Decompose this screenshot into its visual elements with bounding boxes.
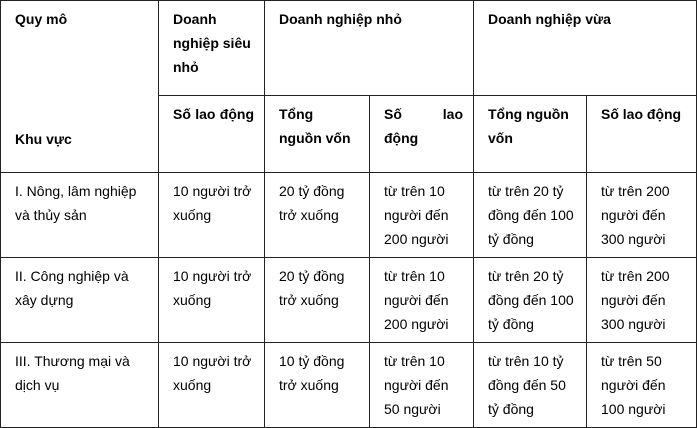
cell-vua-nguon-von: từ trên 20 tỷ đồng đến 100 tỷ đồng — [474, 258, 587, 343]
cell-vua-nguon-von: từ trên 10 tỷ đồng đến 50 tỷ đồng — [474, 343, 587, 428]
cell-khu-vuc: I. Nông, lâm nghiệp và thủy sản — [1, 173, 159, 258]
cell-nho-lao-dong: từ trên 10 người đến 200 người — [370, 173, 474, 258]
cell-vua-lao-dong: từ trên 200 người đến 300 người — [587, 258, 697, 343]
subheader-nho-lao-dong — [370, 96, 474, 173]
header-vua: Doanh nghiệp vừa — [474, 1, 697, 96]
subheader-nho-lao-dong-text: Số lao động — [384, 106, 463, 146]
table-row — [1, 173, 697, 258]
cell-vua-lao-dong: từ trên 50 người đến 100 người — [587, 343, 697, 428]
subheader-vua-nguon-von: Tổng nguồn vốn — [474, 96, 587, 173]
cell-sieu-nho-lao-dong: 10 người trở xuống — [159, 258, 265, 343]
cell-nho-nguon-von: 20 tỷ đồng trở xuống — [265, 173, 370, 258]
subheader-sieu-nho-lao-dong-text: Số lao động — [173, 106, 254, 122]
cell-sieu-nho-lao-dong: 10 người trở xuống — [159, 173, 265, 258]
cell-nho-nguon-von: 20 tỷ đồng trở xuống — [265, 258, 370, 343]
table-row — [1, 258, 697, 343]
header-khu-vuc: Khu vực — [15, 131, 72, 147]
cell-sieu-nho-lao-dong: 10 người trở xuống — [159, 343, 265, 428]
cell-nho-lao-dong: từ trên 10 người đến 200 người — [370, 258, 474, 343]
cell-nho-lao-dong: từ trên 10 người đến 50 người — [370, 343, 474, 428]
subheader-sieu-nho-lao-dong — [159, 96, 265, 173]
header-nho: Doanh nghiệp nhỏ — [265, 1, 474, 96]
subheader-nho-nguon-von: Tổng nguồn vốn — [265, 96, 370, 173]
header-sieu-nho: Doanh nghiệp siêu nhỏ — [159, 1, 265, 96]
header-quy-mo: Quy mô — [15, 11, 68, 27]
cell-nho-nguon-von: 10 tỷ đồng trở xuống — [265, 343, 370, 428]
cell-khu-vuc: II. Công nghiệp và xây dựng — [1, 258, 159, 343]
cell-khu-vuc: III. Thương mại và dịch vụ — [1, 343, 159, 428]
header-corner-cell — [1, 1, 159, 173]
subheader-vua-lao-dong: Số lao động — [587, 96, 697, 173]
cell-vua-nguon-von: từ trên 20 tỷ đồng đến 100 tỷ đồng — [474, 173, 587, 258]
table-row — [1, 343, 697, 428]
cell-vua-lao-dong: từ trên 200 người đến 300 người — [587, 173, 697, 258]
